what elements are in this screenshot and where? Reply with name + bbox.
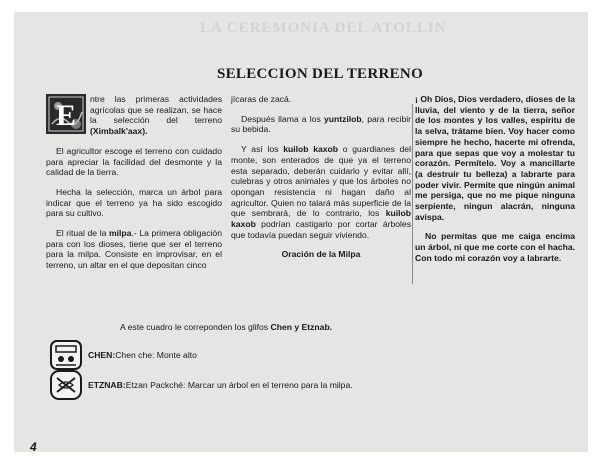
chen-glyph-icon <box>50 340 82 370</box>
paragraph-agricultor: El agricultor escoge el terreno con cuidado para apreciar la facilidad del desmonte y la calidad de la tierra. <box>46 145 222 178</box>
etznab-glyph-icon <box>50 370 82 400</box>
glyph-names: Chen y Etznab. <box>270 322 333 332</box>
prayer-paragraph-2: No permitas que me caiga encima un árbol, ni que me corte con el hacha. Con todo mi corazón voy a labrarte. <box>415 231 575 263</box>
yuntzilob-text-b: , para recibir su bebida. <box>231 113 411 135</box>
chen-text: Chen che: Monte alto <box>115 350 197 360</box>
paragraph-yuntzilob <box>231 114 411 135</box>
column-divider <box>412 104 413 284</box>
svg-text:E: E <box>55 99 77 132</box>
etznab-label: ETZNAB: <box>88 380 126 390</box>
kuilob-text-b: o guardianes del monte, son enterados de que ya el terreno esta separado, deberán cuidarlo y evitar allí, culebras y otros animales y que los árboles no opongan resistencia ni hagan daño al agricultor. Quien no talará más superficie de la que sembrará, de lo contrario, los <box>231 144 411 219</box>
kuilob-term-2: kuilob kaxob <box>231 208 411 230</box>
prayer-paragraph-1: ¡ Oh Dios, Dios verdadero, dioses de la lluvia, del viento y de la tierra, señor de los montes y los valles, espíritu de la selva, trátame bien. Voy hacer como siempre he hecho, hacerte mi ofrenda, para que sepas que voy a molestar tu corazón. Permítelo. Voy a mancillarte (a destruir tu belleza) a labrarte para poder vivir. Permite que ningún animal me persiga, que no me pique ninguna serpiente, ningun alacrán, ninguna avispa. <box>415 94 575 222</box>
column-1 <box>46 94 222 280</box>
page-number: 4 <box>30 440 37 454</box>
paragraph-jicaras: jícaras de zacá. <box>231 94 292 104</box>
yuntzilob-text-a: Después llama a los <box>241 113 324 124</box>
glyph-intro-text: A este cuadro le correponden los glifos <box>120 322 271 332</box>
oracion-heading: Oración de la Milpa <box>281 249 361 260</box>
milpa-term: milpa <box>109 228 132 239</box>
ritual-text-b: .- La primera obligación para con los dioses, tiene que ser el terreno para la milpa. Consiste en improvisar, en el terreno, un altar en el que depositan cinco <box>46 228 222 271</box>
ritual-text-a: El ritual de la <box>56 228 110 239</box>
chen-row <box>50 340 197 370</box>
glyph-intro <box>120 322 332 332</box>
yuntzilob-term: yuntzilob <box>323 113 362 124</box>
ghost-header: LA CEREMONIA DEL ATOLLIN <box>200 20 447 36</box>
etznab-row <box>50 370 353 400</box>
kuilob-text-a: Y así los <box>241 144 284 155</box>
paragraph-kuilob <box>231 144 411 240</box>
chen-label: CHEN: <box>88 350 116 360</box>
kuilob-text-c: podrían castigarlo por cortar árboles que todavía puedan seguir viviendo. <box>231 219 411 240</box>
kuilob-term-1: kuilob kaxob <box>283 144 339 155</box>
page-title: SELECCION DEL TERRENO <box>216 66 424 82</box>
column-2 <box>231 94 411 269</box>
dropcap-e-icon <box>46 94 86 134</box>
paragraph-ritual <box>46 228 222 271</box>
etznab-text: Etzan Packché: Marcar un árbol en el terreno para la milpa. <box>125 380 353 390</box>
ximbalkaax-term: (Ximbalk'aax). <box>90 126 148 137</box>
column-3-prayer <box>415 94 575 273</box>
intro-text: ntre las primeras actividades agrícolas que se realizan, se hace la selección del terreno <box>90 94 222 126</box>
paragraph-seleccion: Hecha la selección, marca un árbol para indicar que el terreno ya ha sido escogido para su cultivo. <box>46 186 222 219</box>
